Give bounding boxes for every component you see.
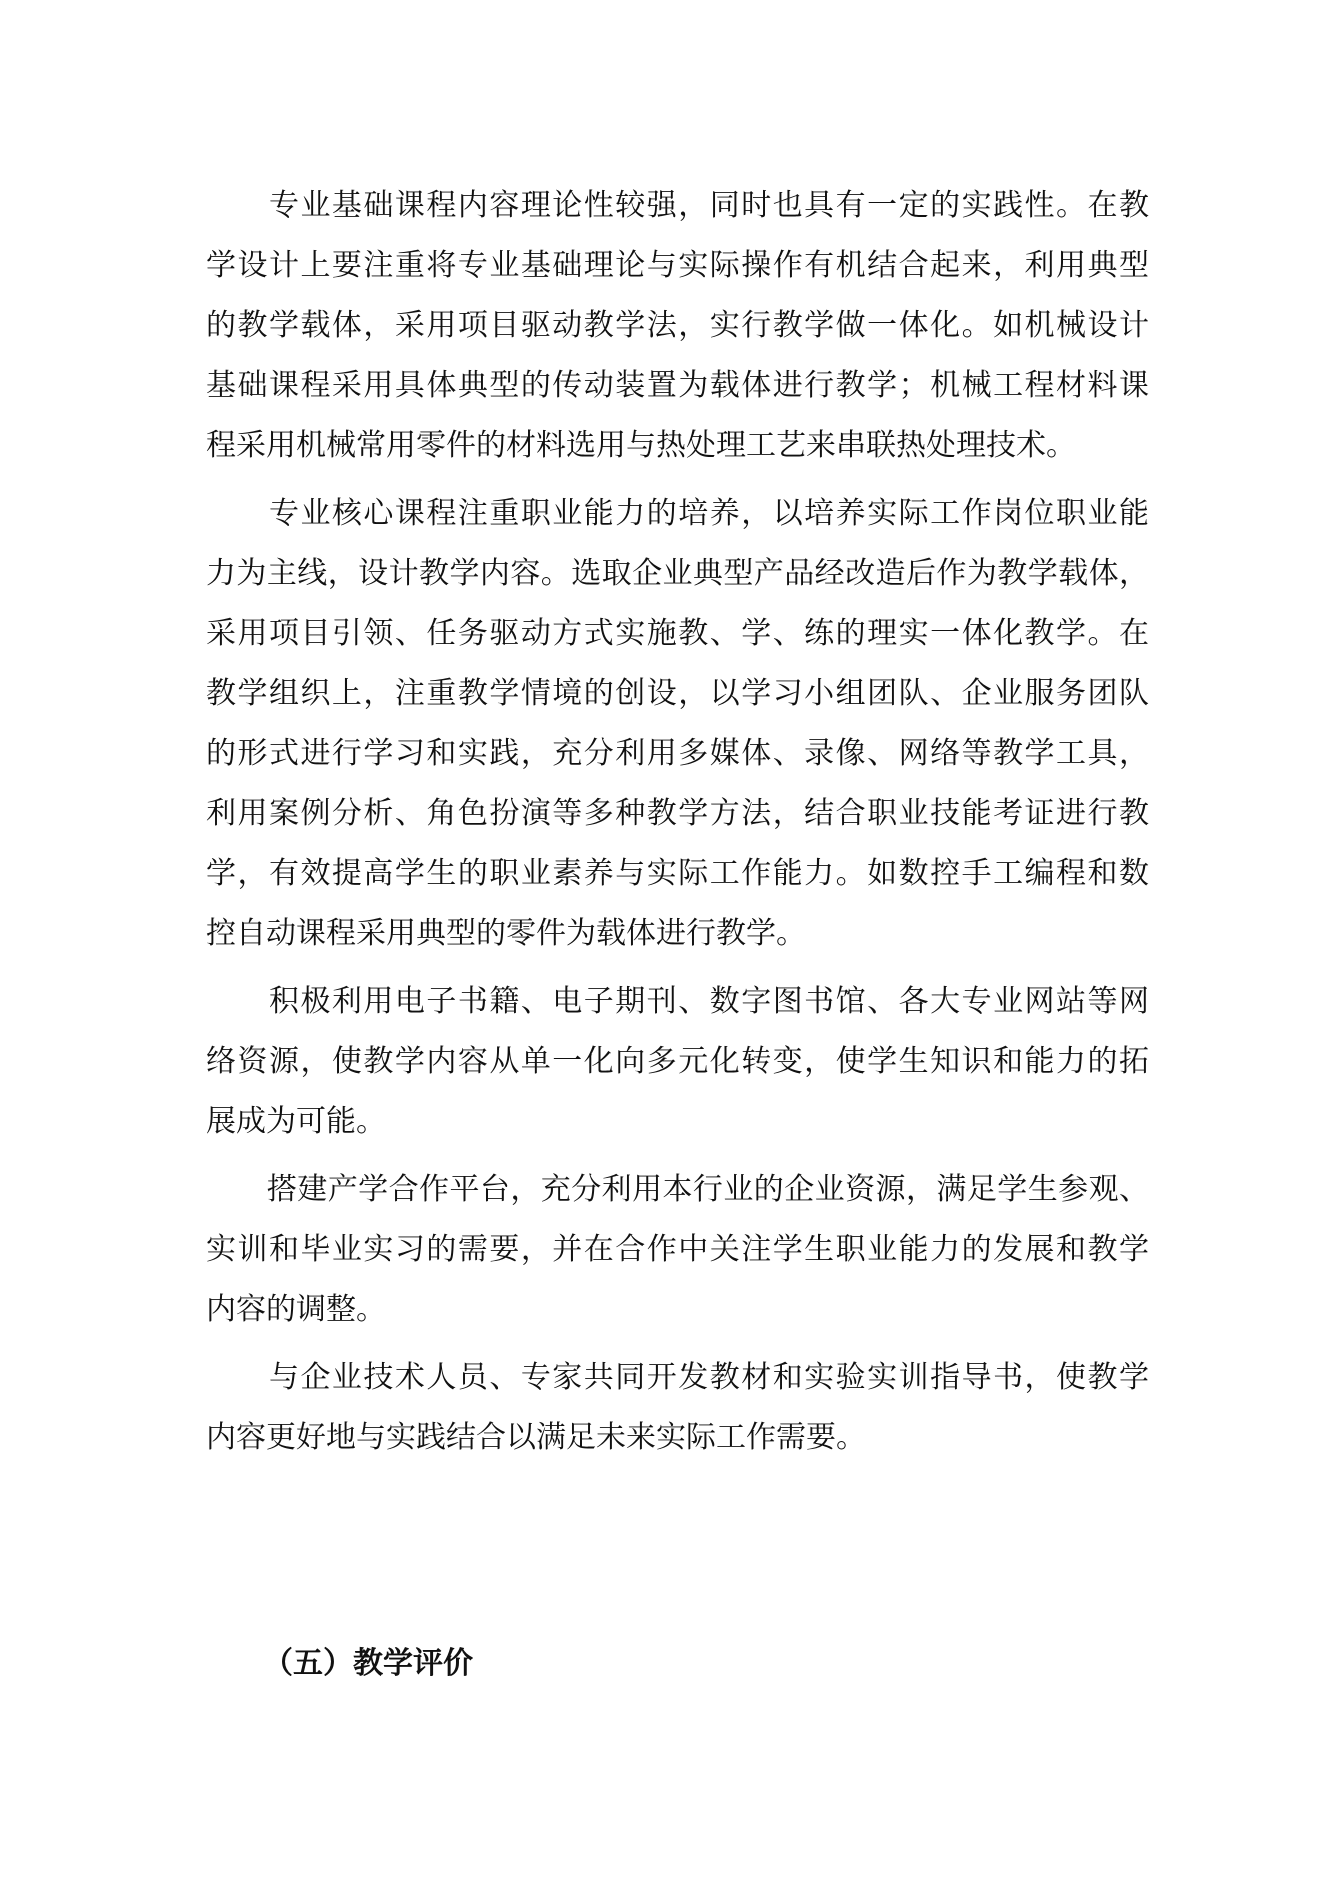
text-line: 内容更好地与实践结合以满足未来实际工作需要。 (206, 1420, 866, 1455)
text-line: 与企业技术人员、专家共同开发教材和实验实训指导书，使教学 (206, 1360, 1149, 1395)
paragraph-textbook-development (206, 1348, 1149, 1468)
paragraph-core-courses (206, 484, 1149, 964)
text-line: 专业基础课程内容理论性较强，同时也具有一定的实践性。在教 (206, 188, 1149, 223)
paragraph-industry-cooperation (206, 1160, 1149, 1340)
text-line: 展成为可能。 (206, 1104, 386, 1139)
text-line: 专业核心课程注重职业能力的培养，以培养实际工作岗位职业能 (206, 496, 1149, 531)
text-line: 程采用机械常用零件的材料选用与热处理工艺来串联热处理技术。 (206, 428, 1076, 463)
text-line: 基础课程采用具体典型的传动装置为载体进行教学；机械工程材料课 (206, 368, 1149, 403)
text-line: 积极利用电子书籍、电子期刊、数字图书馆、各大专业网站等网 (206, 984, 1149, 1019)
text-line: 的教学载体，采用项目驱动教学法，实行教学做一体化。如机械设计 (206, 308, 1149, 343)
text-line: 学，有效提高学生的职业素养与实际工作能力。如数控手工编程和数 (206, 856, 1149, 891)
section-heading: （五）教学评价 (263, 1646, 473, 1681)
text-line: 络资源，使教学内容从单一化向多元化转变，使学生知识和能力的拓 (206, 1044, 1149, 1079)
text-line: 力为主线，设计教学内容。选取企业典型产品经改造后作为教学载体， (206, 556, 1149, 591)
text-line: 学设计上要注重将专业基础理论与实际操作有机结合起来，利用典型 (206, 248, 1149, 283)
text-line: 控自动课程采用典型的零件为载体进行教学。 (206, 916, 806, 951)
text-line: 教学组织上，注重教学情境的创设，以学习小组团队、企业服务团队 (206, 676, 1149, 711)
text-line: 利用案例分析、角色扮演等多种教学方法，结合职业技能考证进行教 (206, 796, 1149, 831)
text-line: 实训和毕业实习的需要，并在合作中关注学生职业能力的发展和教学 (206, 1232, 1149, 1267)
body-text (206, 176, 1149, 1468)
text-line: 采用项目引领、任务驱动方式实施教、学、练的理实一体化教学。在 (206, 616, 1149, 651)
text-line: 搭建产学合作平台，充分利用本行业的企业资源，满足学生参观、 (206, 1172, 1149, 1207)
paragraph-foundation-courses (206, 176, 1149, 476)
paragraph-network-resources (206, 972, 1149, 1152)
text-line: 的形式进行学习和实践，充分利用多媒体、录像、网络等教学工具， (206, 736, 1149, 771)
text-line: 内容的调整。 (206, 1292, 386, 1327)
